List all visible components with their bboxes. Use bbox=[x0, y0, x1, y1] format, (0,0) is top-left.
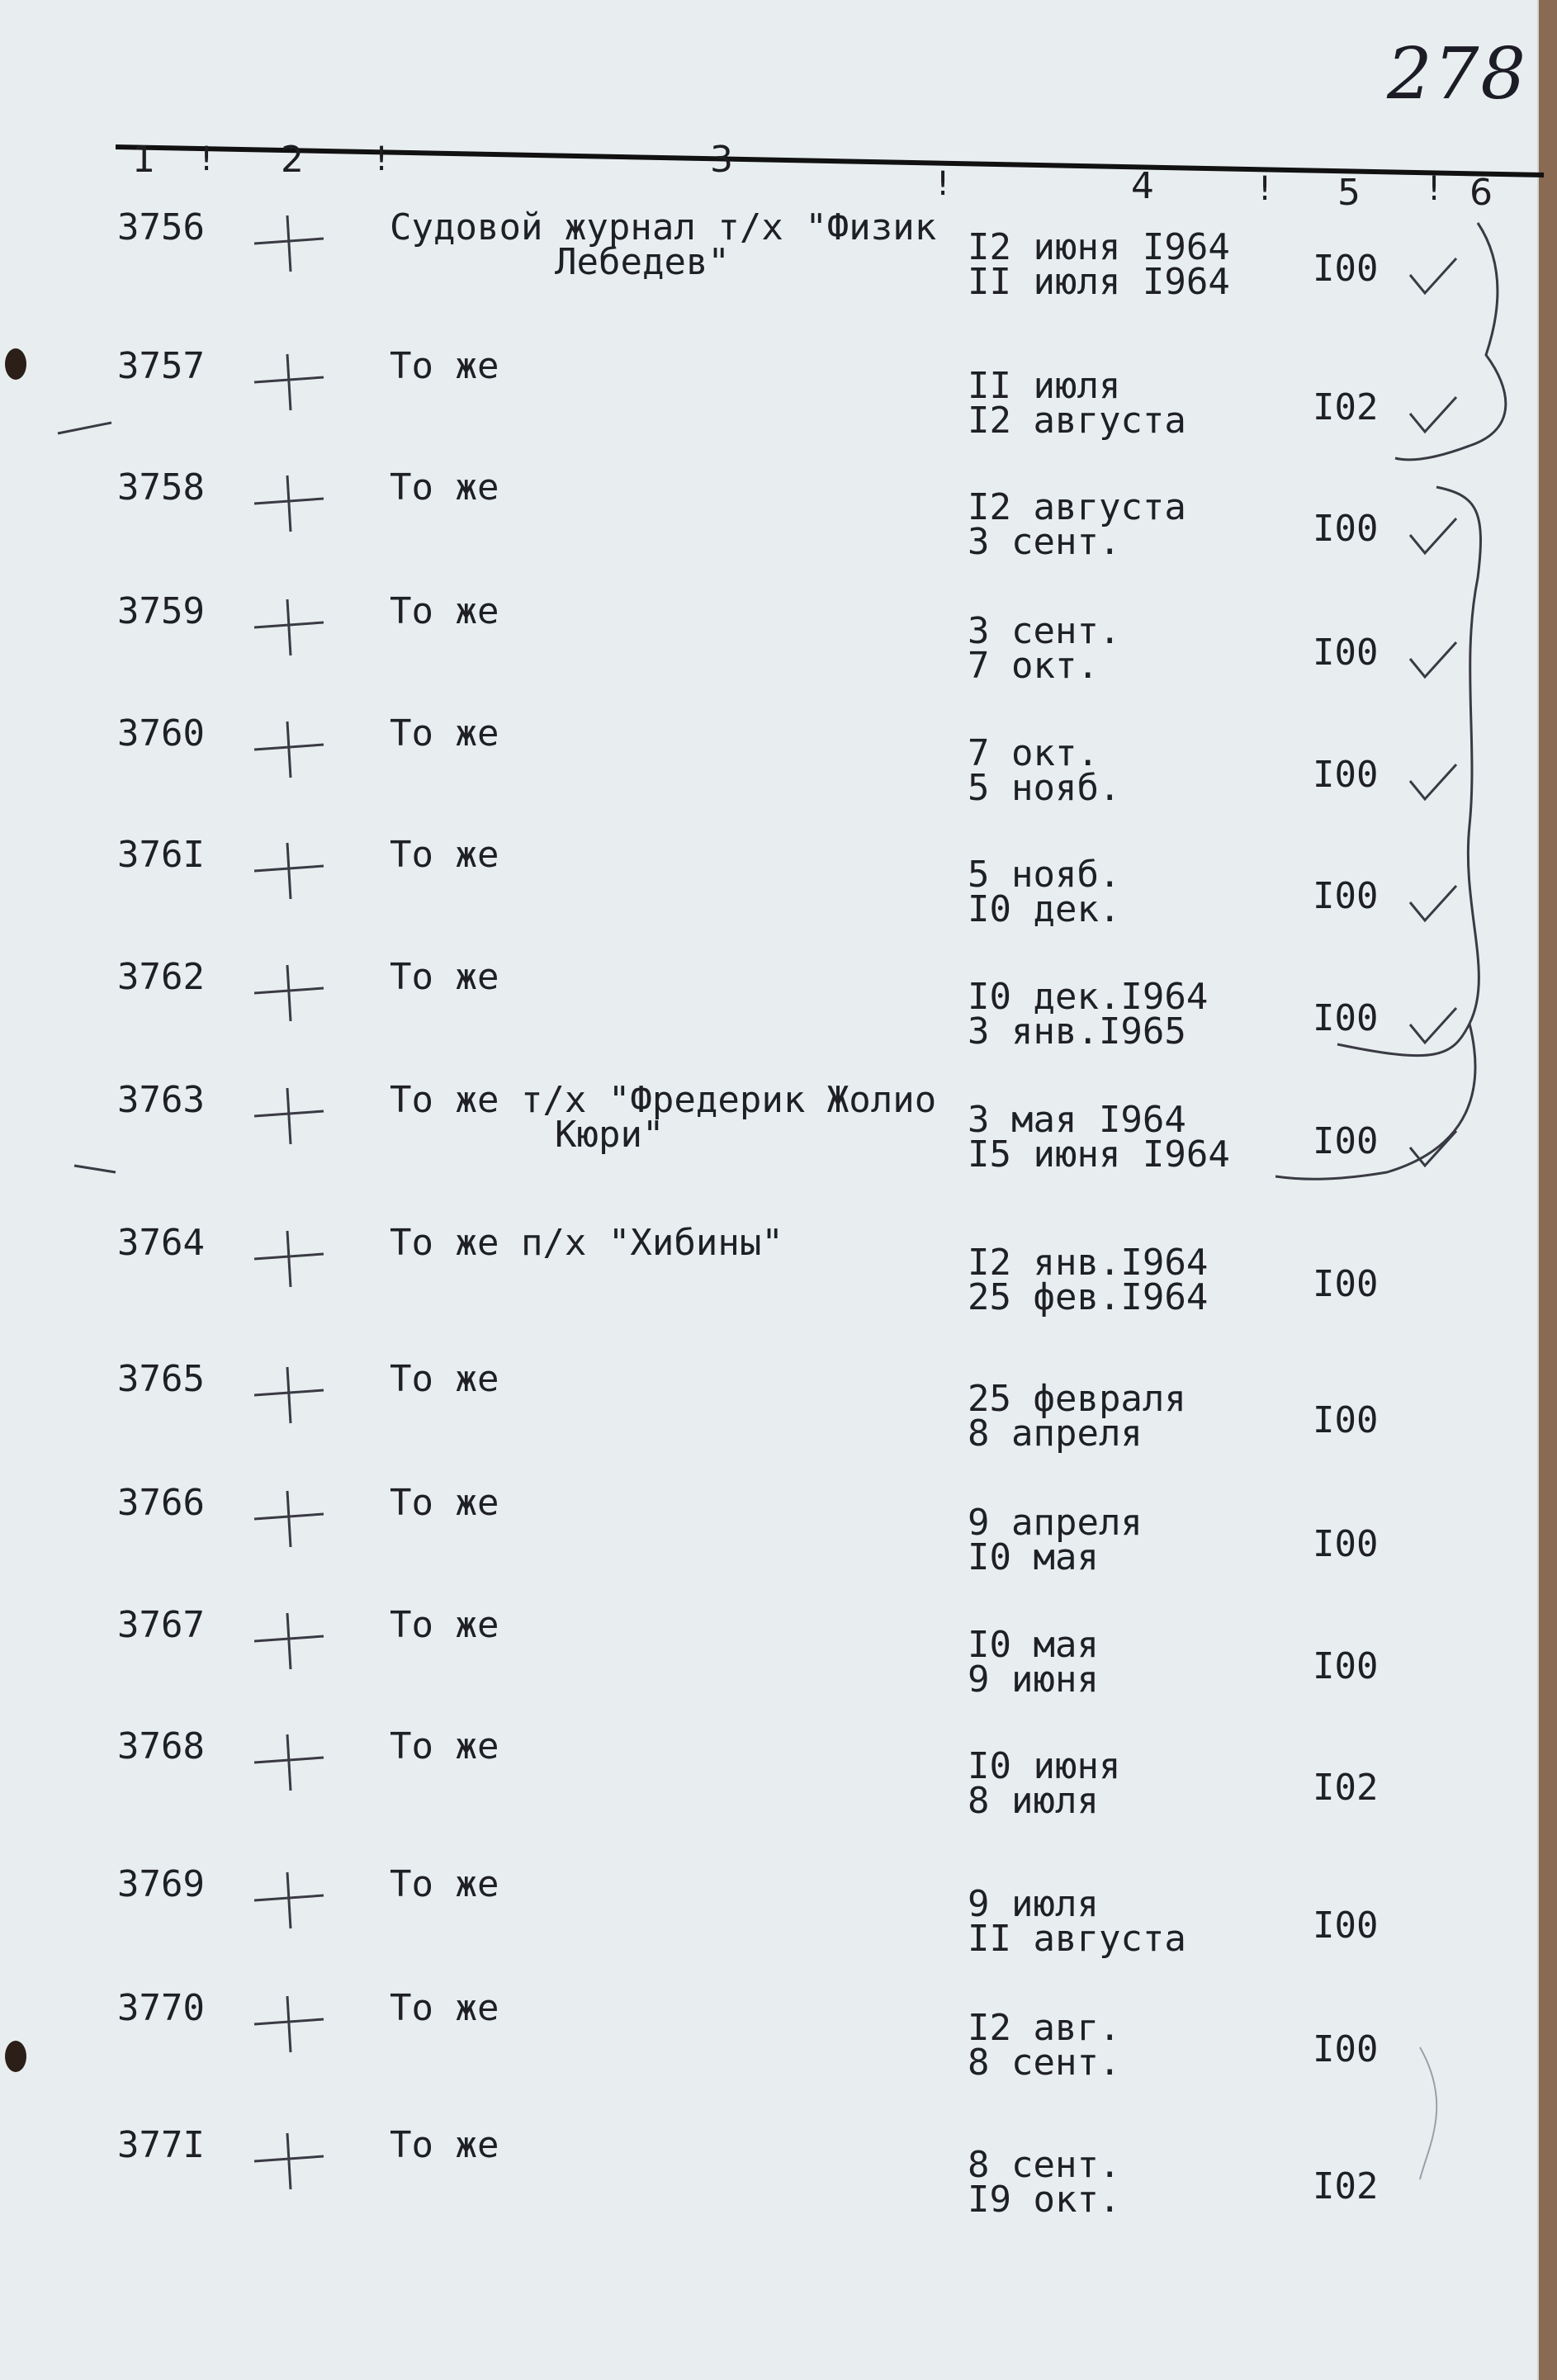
date-from: 3 сент. bbox=[968, 610, 1121, 652]
row-number: 3765 bbox=[117, 1358, 205, 1400]
row-pages: I00 bbox=[1313, 2028, 1379, 2070]
table-row bbox=[0, 1222, 1536, 1350]
check-mark-icon bbox=[1405, 252, 1463, 301]
row-dates bbox=[968, 1745, 1121, 1822]
row-title bbox=[390, 1222, 783, 1264]
row-title-line1: То же bbox=[390, 1482, 499, 1524]
row-title bbox=[390, 1358, 555, 1400]
table-row bbox=[0, 1482, 1536, 1610]
header-col-6: 6 bbox=[1469, 172, 1493, 214]
date-to: 3 сент. bbox=[968, 521, 1121, 563]
row-title-line1: То же bbox=[390, 466, 499, 509]
cross-mark-icon bbox=[244, 471, 335, 537]
row-dates bbox=[968, 1242, 1209, 1318]
date-to: I0 мая bbox=[968, 1536, 1099, 1578]
row-pages: I00 bbox=[1313, 1120, 1379, 1162]
cross-mark-icon bbox=[244, 838, 335, 904]
row-title bbox=[390, 206, 937, 283]
date-to: 25 фев.I964 bbox=[968, 1276, 1209, 1318]
check-mark-icon bbox=[1405, 1124, 1463, 1174]
table-row bbox=[0, 1725, 1536, 1853]
row-title-line1: То же bbox=[390, 590, 499, 632]
row-pages: I02 bbox=[1313, 2165, 1379, 2207]
row-pages: I00 bbox=[1313, 1263, 1379, 1305]
row-dates bbox=[968, 854, 1121, 930]
row-title-line1: То же bbox=[390, 834, 499, 876]
table-row bbox=[0, 956, 1536, 1084]
cross-mark-icon bbox=[244, 960, 335, 1026]
check-mark-icon bbox=[1405, 1001, 1463, 1051]
row-title-line2: Лебедев" bbox=[555, 241, 730, 283]
date-to: 7 окт. bbox=[968, 645, 1099, 687]
date-from: I2 августа bbox=[968, 486, 1186, 528]
row-title-line1: То же bbox=[390, 1725, 499, 1767]
row-title bbox=[390, 1725, 555, 1767]
row-dates bbox=[968, 226, 1230, 303]
date-from: 7 окт. bbox=[968, 732, 1099, 774]
row-dates bbox=[968, 2007, 1121, 2084]
row-title-line1: То же bbox=[390, 2124, 499, 2166]
date-to: I5 июня I964 bbox=[968, 1133, 1230, 1176]
row-title-line1: То же п/х "Хибины" bbox=[390, 1222, 783, 1264]
cross-mark-icon bbox=[244, 594, 335, 660]
row-dates bbox=[968, 486, 1186, 563]
date-from: 5 нояб. bbox=[968, 854, 1121, 896]
binding-hole bbox=[5, 2041, 26, 2072]
row-dates bbox=[968, 365, 1186, 442]
row-title bbox=[390, 712, 555, 755]
row-number: 3757 bbox=[117, 345, 205, 387]
table-row bbox=[0, 2124, 1536, 2252]
table-row bbox=[0, 590, 1536, 718]
row-number: 3759 bbox=[117, 590, 205, 632]
row-title-line2: Кюри" bbox=[555, 1114, 665, 1156]
header-sep: ! bbox=[933, 165, 954, 203]
header-col-1: 1 bbox=[132, 139, 155, 181]
date-to: I0 дек. bbox=[968, 888, 1121, 930]
row-dates bbox=[968, 976, 1209, 1053]
table-row bbox=[0, 1863, 1536, 1991]
row-dates bbox=[968, 610, 1121, 687]
row-title-line1: То же bbox=[390, 1863, 499, 1905]
row-dates bbox=[968, 1883, 1186, 1960]
header-sep: ! bbox=[196, 140, 217, 178]
row-title bbox=[390, 1079, 937, 1156]
row-title-line1: То же bbox=[390, 712, 499, 755]
table-row bbox=[0, 834, 1536, 962]
check-mark-icon bbox=[1405, 390, 1463, 440]
date-from: 25 февраля bbox=[968, 1378, 1186, 1420]
table-row bbox=[0, 206, 1536, 334]
row-title-line1: То же bbox=[390, 1987, 499, 2029]
date-from: I2 июня I964 bbox=[968, 226, 1230, 268]
row-title bbox=[390, 834, 555, 876]
date-from: I0 июня bbox=[968, 1745, 1121, 1787]
row-title-line1: То же bbox=[390, 956, 499, 998]
check-mark-icon bbox=[1405, 636, 1463, 685]
row-pages: I00 bbox=[1313, 754, 1379, 796]
date-to: 3 янв.I965 bbox=[968, 1010, 1186, 1053]
cross-mark-icon bbox=[244, 349, 335, 415]
folio-number: 278 bbox=[1387, 33, 1528, 116]
row-pages: I00 bbox=[1313, 508, 1379, 550]
cross-mark-icon bbox=[244, 717, 335, 783]
date-to: I2 августа bbox=[968, 400, 1186, 442]
row-title bbox=[390, 1863, 555, 1905]
date-to: 9 июня bbox=[968, 1658, 1099, 1701]
date-to: 8 апреля bbox=[968, 1412, 1143, 1455]
row-title bbox=[390, 2124, 555, 2166]
table-row bbox=[0, 1358, 1536, 1486]
row-title-line1: То же bbox=[390, 345, 499, 387]
row-pages: I00 bbox=[1313, 1904, 1379, 1947]
row-dates bbox=[968, 1502, 1143, 1578]
row-title bbox=[390, 1987, 555, 2029]
cross-mark-icon bbox=[244, 1362, 335, 1428]
row-number: 3768 bbox=[117, 1725, 205, 1767]
row-title bbox=[390, 345, 555, 387]
row-number: 3764 bbox=[117, 1222, 205, 1264]
date-from: II июля bbox=[968, 365, 1121, 407]
header-col-3: 3 bbox=[710, 139, 733, 181]
cross-mark-icon bbox=[244, 1991, 335, 2057]
cross-mark-icon bbox=[244, 1083, 335, 1149]
row-title bbox=[390, 1482, 555, 1524]
check-mark-icon bbox=[1405, 879, 1463, 929]
cross-mark-icon bbox=[244, 1867, 335, 1933]
row-number: 377I bbox=[117, 2124, 205, 2166]
row-title bbox=[390, 1604, 555, 1646]
cross-mark-icon bbox=[244, 211, 335, 277]
row-dates bbox=[968, 1378, 1186, 1455]
date-to: 8 июля bbox=[968, 1780, 1099, 1822]
cross-mark-icon bbox=[244, 2128, 335, 2194]
table-row bbox=[0, 712, 1536, 840]
row-number: 3766 bbox=[117, 1482, 205, 1524]
cross-mark-icon bbox=[244, 1486, 335, 1552]
row-dates bbox=[968, 1099, 1230, 1176]
row-title-line1: То же bbox=[390, 1358, 499, 1400]
date-from: 3 мая I964 bbox=[968, 1099, 1186, 1141]
row-number: 3760 bbox=[117, 712, 205, 755]
date-to: I9 окт. bbox=[968, 2179, 1121, 2221]
binding-hole bbox=[5, 348, 26, 380]
date-to: 5 нояб. bbox=[968, 767, 1121, 809]
row-dates bbox=[968, 2144, 1121, 2221]
date-from: I0 дек.I964 bbox=[968, 976, 1209, 1018]
row-number: 3756 bbox=[117, 206, 205, 248]
row-pages: I00 bbox=[1313, 248, 1379, 290]
date-to: 8 сент. bbox=[968, 2042, 1121, 2084]
row-dates bbox=[968, 1624, 1099, 1701]
date-from: 9 апреля bbox=[968, 1502, 1143, 1544]
row-title bbox=[390, 466, 555, 509]
row-number: 3767 bbox=[117, 1604, 205, 1646]
row-pages: I00 bbox=[1313, 997, 1379, 1039]
table-row bbox=[0, 466, 1536, 594]
table-row bbox=[0, 1987, 1536, 2115]
table-row bbox=[0, 1079, 1536, 1207]
header-sep: ! bbox=[1255, 170, 1275, 208]
header-sep: ! bbox=[372, 140, 392, 178]
row-pages: I02 bbox=[1313, 386, 1379, 428]
row-number: 3758 bbox=[117, 466, 205, 509]
row-number: 3763 bbox=[117, 1079, 205, 1121]
check-mark-icon bbox=[1405, 758, 1463, 807]
row-number: 3770 bbox=[117, 1987, 205, 2029]
cross-mark-icon bbox=[244, 1226, 335, 1292]
table-row bbox=[0, 1604, 1536, 1732]
date-from: 8 сент. bbox=[968, 2144, 1121, 2186]
date-from: I0 мая bbox=[968, 1624, 1099, 1666]
row-pages: I00 bbox=[1313, 1645, 1379, 1687]
header-rule bbox=[116, 124, 1552, 190]
row-title-line1: Судовой журнал т/х "Физик bbox=[390, 206, 937, 248]
date-from: I2 авг. bbox=[968, 2007, 1121, 2049]
row-dates bbox=[968, 732, 1121, 809]
row-pages: I00 bbox=[1313, 1399, 1379, 1441]
header-col-2: 2 bbox=[281, 139, 304, 181]
row-title bbox=[390, 590, 555, 632]
cross-mark-icon bbox=[244, 1729, 335, 1796]
row-pages: I00 bbox=[1313, 1523, 1379, 1565]
date-from: 9 июля bbox=[968, 1883, 1099, 1925]
header-col-4: 4 bbox=[1131, 165, 1154, 207]
row-title bbox=[390, 956, 555, 998]
date-to: II августа bbox=[968, 1918, 1186, 1960]
check-mark-icon bbox=[1405, 512, 1463, 561]
cross-mark-icon bbox=[244, 1608, 335, 1674]
row-pages: I00 bbox=[1313, 632, 1379, 674]
date-from: I2 янв.I964 bbox=[968, 1242, 1209, 1284]
header-sep: ! bbox=[1424, 170, 1445, 208]
row-title-line1: То же т/х "Фредерик Жолио bbox=[390, 1079, 937, 1121]
row-number: 3769 bbox=[117, 1863, 205, 1905]
table-row bbox=[0, 345, 1536, 473]
row-number: 376I bbox=[117, 834, 205, 876]
row-number: 3762 bbox=[117, 956, 205, 998]
row-title-line1: То же bbox=[390, 1604, 499, 1646]
row-pages: I00 bbox=[1313, 875, 1379, 917]
header-col-5: 5 bbox=[1337, 172, 1361, 214]
row-pages: I02 bbox=[1313, 1767, 1379, 1809]
date-to: II июля I964 bbox=[968, 261, 1230, 303]
